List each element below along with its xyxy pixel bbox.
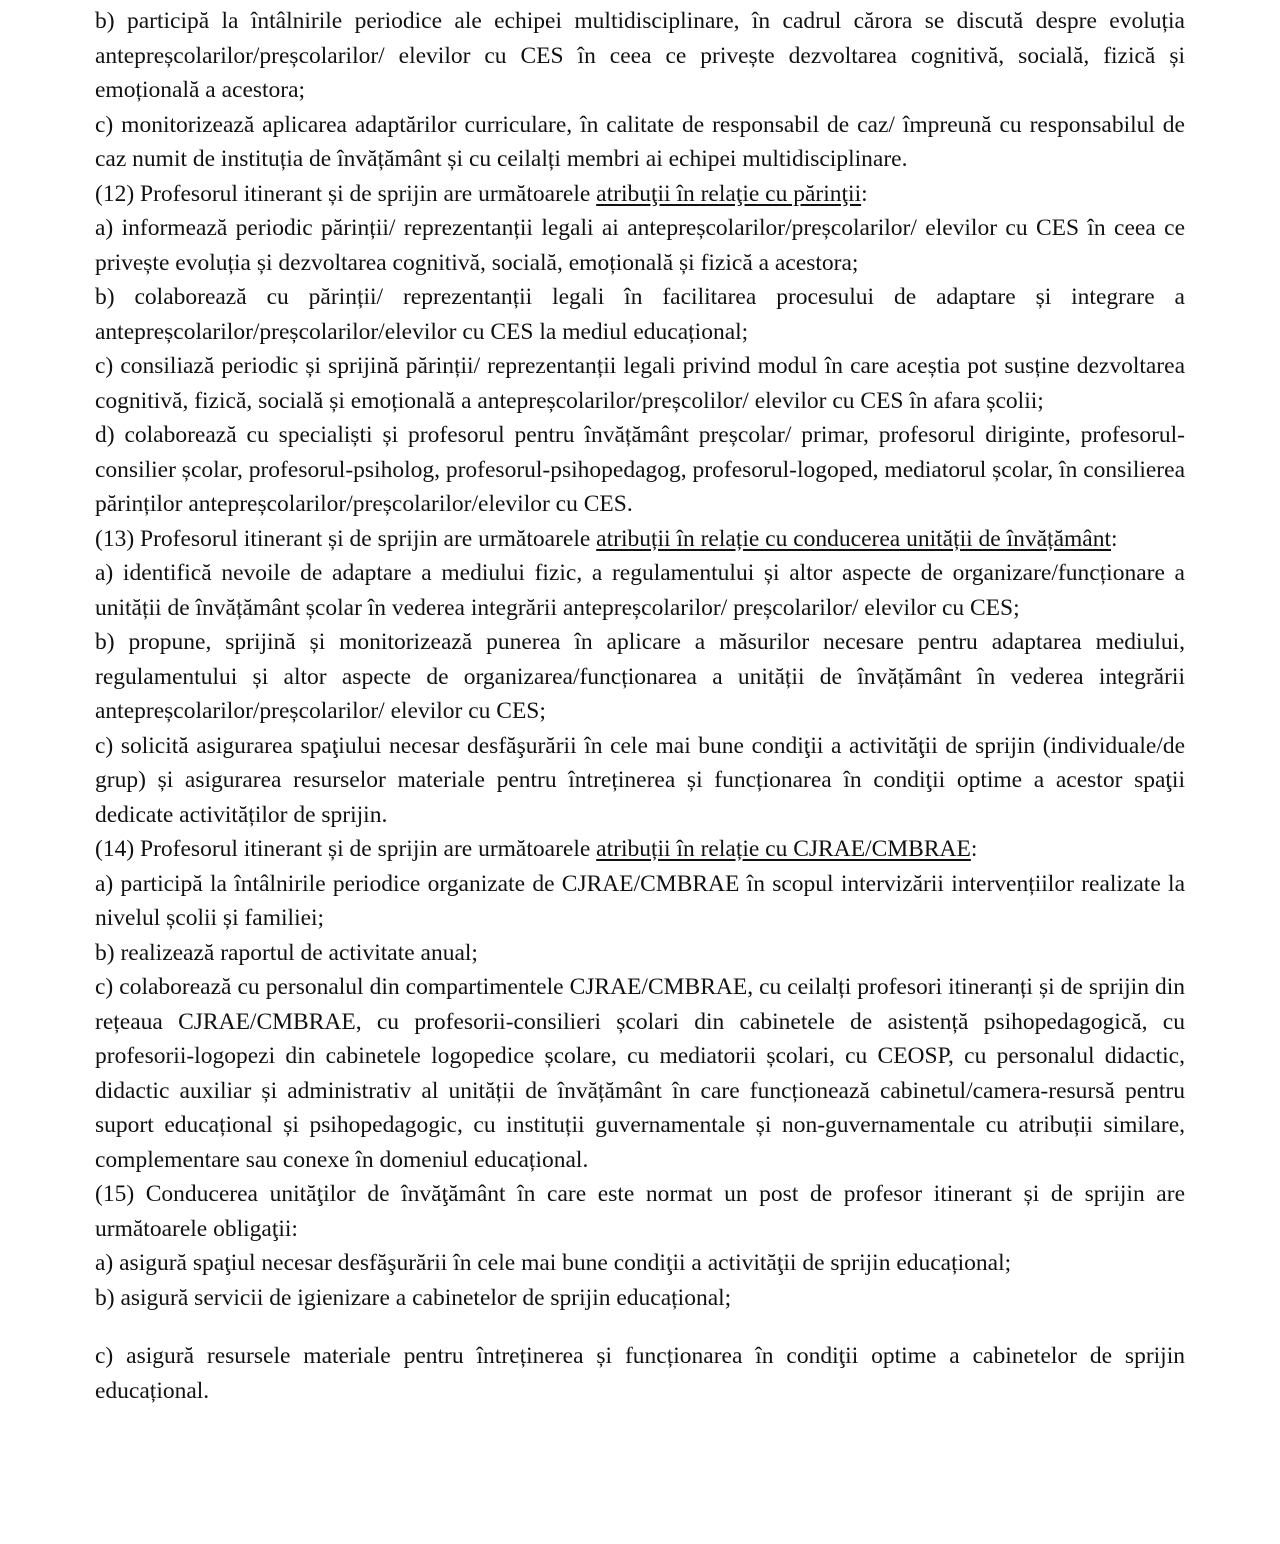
section-12-underlined: atribuţii în relaţie cu părinţii [596, 180, 862, 207]
paragraph-13b: b) propune, sprijină și monitorizează punerea în aplicare a măsurilor necesare pentru adaptarea mediului, regulamentului și altor aspecte de organizarea/funcționarea a unității de învățământ în vederea integrării antepreșcolarilor/preșcolarilor/ elevilor cu CES; [95, 629, 1185, 724]
section-15-heading: (15) Conducerea unităţilor de învăţământ în care este normat un post de profesor itinerant și de sprijin are următoarele obligaţii: [95, 1181, 1185, 1242]
section-14-heading [95, 832, 1185, 867]
paragraph-12c: c) consiliază periodic și sprijină părinții/ reprezentanții legali privind modul în care aceștia pot susține dezvoltarea cognitivă, fizică, socială și emoțională a antepreșcolarilor/preșcolilor/ elevilor cu CES în afara școlii; [95, 353, 1185, 414]
paragraph-13a: a) identifică nevoile de adaptare a mediului fizic, a regulamentului și altor aspecte de organizare/funcționare a unității de învățământ școlar în vederea integrării antepreșcolarilor/ preșcolarilor/ elevilor cu CES; [95, 560, 1185, 621]
section-12-heading [95, 177, 1185, 212]
document-page [95, 4, 1185, 1408]
section-13-tail: : [1111, 525, 1118, 552]
paragraph-12a: a) informează periodic părinții/ reprezentanții legali ai antepreșcolarilor/preșcolarilor/ elevilor cu CES în ceea ce privește evoluția și dezvoltarea cognitivă, socială, emoțională și fizică a acestora; [95, 215, 1185, 276]
paragraph-13c: c) solicită asigurarea spaţiului necesar desfăşurării în cele mai bune condiţii a activităţii de sprijin (individuale/de grup) și asigurarea resurselor materiale pentru întreținerea și funcționarea în condiţii optime a acestor spaţii dedicate activităților de sprijin. [95, 732, 1185, 828]
paragraph-11b: b) participă la întâlnirile periodice ale echipei multidisciplinare, în cadrul cărora se discută despre evoluția antepreșcolarilor/preșcolarilor/ elevilor cu CES în ceea ce privește dezvoltarea cognitivă, socială, fizică și emoțională a acestora; [95, 8, 1185, 103]
paragraph-15b: b) asigură servicii de igienizare a cabinetelor de sprijin educațional; [95, 1284, 732, 1311]
paragraph-14b: b) realizează raportul de activitate anual; [95, 939, 478, 966]
paragraph-14a: a) participă la întâlnirile periodice organizate de CJRAE/CMBRAE în scopul intervizării intervențiilor realizate la nivelul școlii și familiei; [95, 870, 1185, 931]
paragraph-15a: a) asigură spaţiul necesar desfăşurării în cele mai bune condiţii a activităţii de sprijin educațional; [95, 1250, 1012, 1276]
paragraph-12b: b) colaborează cu părinții/ reprezentanții legali în facilitarea procesului de adaptare și integrare a antepreșcolarilor/preșcolarilor/elevilor cu CES la mediul educațional; [95, 284, 1185, 345]
paragraph-12d: d) colaborează cu specialiști și profesorul pentru învățământ preșcolar/ primar, profesorul diriginte, profesorul-consilier școlar, profesorul-psiholog, profesorul-psihopedagog, profesorul-logoped, mediatorul școlar, în consilierea părinților antepreșcolarilor/preșcolarilor/elevilor cu CES. [95, 422, 1185, 517]
section-12-lead: (12) Profesorul itinerant și de sprijin are următoarele [95, 180, 597, 207]
section-13-lead: (13) Profesorul itinerant și de sprijin are următoarele [95, 525, 597, 552]
paragraph-14c: c) colaborează cu personalul din compartimentele CJRAE/CMBRAE, cu ceilalți profesori itineranți și de sprijin din rețeaua CJRAE/CMBRAE, cu profesorii-consilieri școlari din cabinetele de asistență psihopedagogică, cu profesorii-logopezi din cabinetele logopedice școlare, cu mediatorii școlari, cu CEOSP, cu personalul didactic, didactic auxiliar și administrativ al unității de învățământ în care funcționează cabinetul/camera-resursă pentru suport educațional și psihopedagogic, cu instituții guvernamentale și non-guvernamentale cu atribuții similare, complementare sau conexe în domeniul educațional. [95, 974, 1185, 1173]
section-13-underlined: atribuții în relație cu conducerea unității de învățământ [596, 525, 1112, 552]
paragraph-11c: c) monitorizează aplicarea adaptărilor curriculare, în calitate de responsabil de caz/ împreună cu responsabilul de caz numit de instituția de învățământ și cu ceilalți membri ai echipei multidisciplinare. [95, 111, 1185, 172]
section-12-tail: : [861, 180, 868, 207]
section-13-heading [95, 522, 1185, 557]
section-14-underlined: atribuții în relație cu CJRAE/CMBRAE [596, 836, 971, 862]
section-14-tail: : [970, 836, 978, 862]
paragraph-15c: c) asigură resursele materiale pentru întreținerea și funcționarea în condiţii optime a cabinetelor de sprijin educațional. [95, 1343, 1185, 1404]
section-14-lead: (14) Profesorul itinerant și de sprijin are următoarele [95, 836, 597, 862]
